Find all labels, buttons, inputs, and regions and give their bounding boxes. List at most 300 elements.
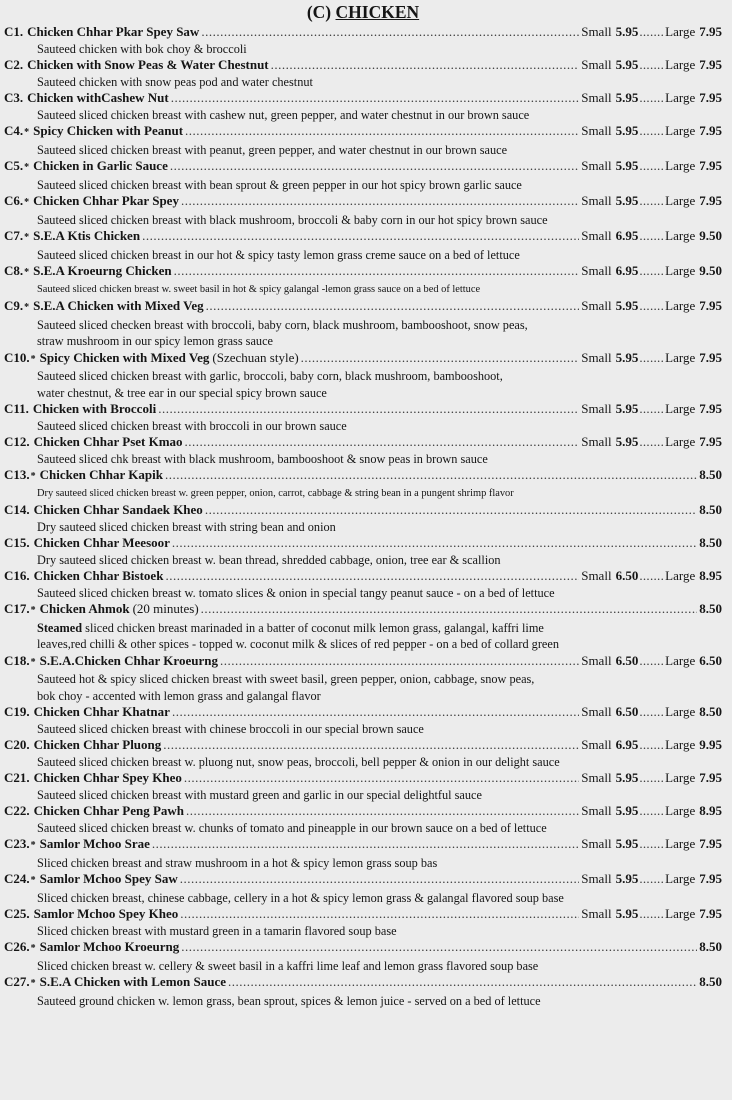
item-name: Chicken Chhar Kapik bbox=[39, 467, 163, 482]
price-dots: ....... bbox=[639, 652, 665, 668]
large-price: 7.95 bbox=[699, 770, 722, 785]
spicy-star-icon: * bbox=[24, 267, 30, 278]
item-name: Samlor Mchoo Srae bbox=[39, 836, 150, 851]
item-header bbox=[4, 568, 722, 585]
price-dots: ....... bbox=[639, 871, 665, 886]
small-label: Small bbox=[581, 349, 612, 365]
price-dots: ....... bbox=[639, 401, 665, 416]
small-price: 5.95 bbox=[615, 193, 639, 208]
item-name: Chicken withCashew Nut bbox=[27, 90, 169, 105]
item-description: Sauteed sliced chicken breast with chinese broccoli in our special brown sauce bbox=[37, 721, 424, 736]
small-price: 5.95 bbox=[615, 298, 639, 313]
price-group bbox=[581, 704, 722, 721]
price-group bbox=[581, 123, 722, 140]
item-code: C22. bbox=[4, 803, 30, 818]
menu-item bbox=[4, 836, 722, 871]
menu-item bbox=[4, 535, 722, 568]
price-group bbox=[581, 871, 722, 888]
dot-leader bbox=[172, 704, 579, 721]
description-lead-word: Steamed bbox=[37, 620, 83, 635]
large-label: Large bbox=[665, 704, 696, 719]
small-price: 5.95 bbox=[615, 123, 639, 138]
item-name: S.E.A Ktis Chicken bbox=[33, 228, 141, 243]
item-name: Samlor Mchoo Spey Kheo bbox=[33, 906, 179, 921]
price-dots: ....... bbox=[639, 24, 665, 39]
spicy-star-icon: * bbox=[30, 471, 36, 482]
price: 8.50 bbox=[699, 939, 722, 954]
small-price: 5.95 bbox=[615, 401, 639, 416]
item-description: Steamed sliced chicken breast marinaded in a batter of coconut milk lemon grass, galangal, kaffri lime bbox=[37, 620, 544, 635]
menu-item bbox=[4, 90, 722, 123]
small-label: Small bbox=[581, 770, 612, 785]
item-code: C16. bbox=[4, 568, 30, 583]
section-name: CHICKEN bbox=[335, 2, 420, 22]
large-price: 7.95 bbox=[699, 871, 722, 886]
item-description: Sauteed sliced chicken breast with garlic, broccoli, baby corn, black mushroom, bambooshoot, bbox=[37, 369, 503, 383]
item-code: C5. bbox=[4, 158, 24, 173]
dot-leader bbox=[205, 502, 697, 519]
spicy-star-icon: * bbox=[24, 162, 30, 173]
dot-leader bbox=[301, 350, 580, 367]
item-code: C13. bbox=[4, 467, 30, 482]
item-description: bok choy - accented with lemon grass and galangal flavor bbox=[37, 688, 321, 703]
item-code: C25. bbox=[4, 906, 30, 921]
dot-leader bbox=[142, 228, 579, 245]
small-label: Small bbox=[581, 193, 612, 208]
large-price: 9.50 bbox=[699, 228, 722, 243]
price-group bbox=[581, 24, 722, 41]
large-label: Large bbox=[665, 652, 696, 668]
item-name: Spicy Chicken with Peanut bbox=[33, 123, 184, 138]
item-name: Chicken Chhar Pkar Spey Saw bbox=[27, 24, 200, 39]
price-group bbox=[699, 535, 722, 552]
price-group bbox=[581, 803, 722, 820]
small-label: Small bbox=[581, 737, 612, 752]
item-note: (20 minutes) bbox=[132, 601, 199, 616]
large-price: 7.95 bbox=[699, 123, 722, 138]
price: 8.50 bbox=[699, 535, 722, 550]
item-name: S.E.A Chicken with Mixed Veg bbox=[33, 298, 204, 313]
price-group bbox=[581, 906, 722, 923]
dot-leader bbox=[181, 939, 697, 956]
item-description: Sauteed sliced chicken breast with black mushroom, broccoli & baby corn in our hot spicy brown sauce bbox=[37, 212, 548, 227]
item-header bbox=[4, 737, 722, 754]
item-name: Chicken with Snow Peas & Water Chestnut bbox=[27, 57, 269, 72]
price-dots: ....... bbox=[639, 228, 665, 243]
price: 8.50 bbox=[699, 974, 722, 989]
price-dots: ....... bbox=[639, 158, 665, 173]
small-price: 6.50 bbox=[615, 652, 639, 668]
price-group bbox=[581, 193, 722, 210]
large-price: 7.95 bbox=[699, 349, 722, 365]
small-label: Small bbox=[581, 90, 612, 105]
item-description: Sauteed sliced chicken breast w. pluong nut, snow peas, broccoli, bell pepper & onion in our delight sauce bbox=[37, 754, 560, 769]
item-code: C2. bbox=[4, 57, 24, 72]
item-description: Sauteed chicken with bok choy & broccoli bbox=[37, 41, 247, 56]
menu-item bbox=[4, 434, 722, 467]
small-label: Small bbox=[581, 906, 612, 921]
section-letter: (C) bbox=[306, 2, 332, 22]
small-price: 6.50 bbox=[615, 568, 639, 583]
small-price: 5.95 bbox=[615, 349, 639, 365]
price-group bbox=[581, 263, 722, 280]
price-dots: ....... bbox=[639, 568, 665, 583]
price-dots: ....... bbox=[639, 803, 665, 818]
large-label: Large bbox=[665, 24, 696, 39]
item-code: C9. bbox=[4, 298, 24, 313]
menu-item bbox=[4, 871, 722, 906]
menu-item bbox=[4, 24, 722, 57]
small-label: Small bbox=[581, 263, 612, 278]
item-name: S.E.A Kroeurng Chicken bbox=[33, 263, 172, 278]
large-label: Large bbox=[665, 349, 696, 365]
item-description: Sauteed sliced chk breast with black mushroom, bambooshoot & snow peas in brown sauce bbox=[37, 451, 488, 466]
price-group bbox=[581, 737, 722, 754]
price-group bbox=[581, 57, 722, 74]
menu-item bbox=[4, 467, 722, 502]
item-description: straw mushroom in our spicy lemon grass sauce bbox=[37, 334, 273, 348]
item-name: Spicy Chicken with Mixed Veg bbox=[39, 349, 210, 365]
item-name: Chicken Chhar Peng Pawh bbox=[33, 803, 185, 818]
item-code: C6. bbox=[4, 193, 24, 208]
item-name: Chicken Chhar Pluong bbox=[33, 737, 162, 752]
item-description: water chestnut, & tree ear in our special spicy brown sauce bbox=[37, 385, 327, 400]
item-code: C14. bbox=[4, 502, 30, 517]
small-price: 5.95 bbox=[615, 24, 639, 39]
large-price: 9.50 bbox=[699, 263, 722, 278]
item-header bbox=[4, 90, 722, 107]
item-description: leaves,red chilli & other spices - topped w. coconut milk & slices of red pepper - on a bed of collard green bbox=[37, 637, 559, 651]
item-description: Sliced chicken breast, chinese cabbage, cellery in a hot & spicy lemon grass & galangal flavored soup base bbox=[37, 890, 564, 905]
dot-leader bbox=[158, 401, 579, 418]
item-code: C20. bbox=[4, 737, 30, 752]
price-group bbox=[699, 467, 722, 484]
item-code: C3. bbox=[4, 90, 24, 105]
dot-leader bbox=[201, 601, 698, 618]
price-dots: ....... bbox=[639, 57, 665, 72]
dot-leader bbox=[152, 836, 579, 853]
price-dots: ....... bbox=[639, 298, 665, 313]
small-label: Small bbox=[581, 228, 612, 243]
dot-leader bbox=[206, 298, 580, 315]
price-dots: ....... bbox=[639, 434, 665, 449]
small-label: Small bbox=[581, 57, 612, 72]
item-description: Sauteed sliced chicken breast with peanut, green pepper, and water chestnut in our brown sauce bbox=[37, 142, 508, 157]
small-label: Small bbox=[581, 871, 612, 886]
price-group bbox=[581, 158, 722, 175]
item-code: C27. bbox=[4, 974, 30, 989]
menu-item bbox=[4, 704, 722, 737]
item-code: C23. bbox=[4, 836, 30, 851]
item-code: C24. bbox=[4, 871, 30, 886]
item-code: C17. bbox=[4, 601, 30, 616]
dot-leader bbox=[174, 263, 580, 280]
large-label: Large bbox=[665, 57, 696, 72]
large-price: 7.95 bbox=[699, 836, 722, 851]
menu-item bbox=[4, 158, 722, 193]
spicy-star-icon: * bbox=[24, 127, 30, 138]
item-description: Dry sauteed sliced chicken breast w. bean thread, shredded cabbage, onion, tree ear & scallion bbox=[37, 552, 501, 567]
item-description: Sauteed sliced chicken breast with bean sprout & green pepper in our hot spicy brown garlic sauce bbox=[37, 177, 522, 192]
menu-item bbox=[4, 123, 722, 158]
small-price: 5.95 bbox=[615, 770, 639, 785]
spicy-star-icon: * bbox=[30, 605, 36, 616]
large-price: 7.95 bbox=[699, 906, 722, 921]
large-price: 7.95 bbox=[699, 158, 722, 173]
item-description: Dry sauteed sliced chicken breast with string bean and onion bbox=[37, 519, 336, 534]
item-name: Chicken Chhar Khatnar bbox=[33, 704, 170, 719]
small-price: 5.95 bbox=[615, 90, 639, 105]
price-group bbox=[581, 228, 722, 245]
spicy-star-icon: * bbox=[24, 232, 30, 243]
small-label: Small bbox=[581, 836, 612, 851]
spicy-star-icon: * bbox=[30, 840, 36, 851]
large-price: 8.95 bbox=[699, 568, 722, 583]
item-description: Sauteed sliced chicken breast with mustard green and garlic in our special delightful sauce bbox=[37, 787, 482, 802]
item-code: C7. bbox=[4, 228, 24, 243]
item-header bbox=[4, 704, 722, 721]
price-dots: ....... bbox=[639, 770, 665, 785]
menu-item bbox=[4, 770, 722, 803]
price-group bbox=[581, 836, 722, 853]
item-description: Sauteed sliced checken breast with broccoli, baby corn, black mushroom, bambooshoot, snow peas, bbox=[37, 317, 528, 332]
item-header bbox=[4, 158, 722, 177]
dot-leader bbox=[186, 803, 579, 820]
menu-item bbox=[4, 737, 722, 770]
price-dots: ....... bbox=[639, 704, 665, 719]
price-group bbox=[699, 601, 722, 618]
large-price: 9.95 bbox=[699, 737, 722, 752]
item-description: Sauteed sliced chicken breast w. chunks of tomato and pineapple in our brown sauce on a bed of lettuce bbox=[37, 820, 547, 835]
price-group bbox=[699, 502, 722, 519]
menu-item-list bbox=[4, 24, 722, 1009]
price-group bbox=[581, 401, 722, 418]
small-price: 6.50 bbox=[615, 704, 639, 719]
item-name: S.E.A.Chicken Chhar Kroeurng bbox=[39, 652, 218, 668]
spicy-star-icon: * bbox=[30, 875, 36, 886]
item-code: C19. bbox=[4, 704, 30, 719]
large-price: 7.95 bbox=[699, 90, 722, 105]
dot-leader bbox=[185, 434, 580, 451]
dot-leader bbox=[228, 974, 697, 991]
large-price: 8.95 bbox=[699, 803, 722, 818]
small-price: 5.95 bbox=[615, 803, 639, 818]
large-price: 7.95 bbox=[699, 193, 722, 208]
item-code: C21. bbox=[4, 770, 30, 785]
item-description: Sliced chicken breast and straw mushroom in a hot & spicy lemon grass soup bas bbox=[37, 855, 438, 870]
large-label: Large bbox=[665, 568, 696, 583]
item-name: Chicken Chhar Spey Kheo bbox=[33, 770, 182, 785]
dot-leader bbox=[165, 568, 579, 585]
small-price: 5.95 bbox=[615, 836, 639, 851]
dot-leader bbox=[181, 193, 579, 210]
item-code: C12. bbox=[4, 434, 30, 449]
menu-item bbox=[4, 502, 722, 535]
item-header bbox=[4, 57, 722, 74]
small-price: 5.95 bbox=[615, 906, 639, 921]
item-code: C4. bbox=[4, 123, 24, 138]
small-label: Small bbox=[581, 298, 612, 313]
dot-leader bbox=[163, 737, 579, 754]
item-name: Samlor Mchoo Kroeurng bbox=[39, 939, 180, 954]
price-dots: ....... bbox=[639, 193, 665, 208]
price-dots: ....... bbox=[639, 90, 665, 105]
price-group bbox=[581, 90, 722, 107]
spicy-star-icon: * bbox=[30, 656, 36, 668]
large-label: Large bbox=[665, 434, 696, 449]
item-header bbox=[4, 770, 722, 787]
dot-leader bbox=[184, 770, 579, 787]
item-name: Chicken Chhar Meesoor bbox=[33, 535, 170, 550]
item-description: Sauteed chicken with snow peas pod and water chestnut bbox=[37, 74, 313, 89]
item-description: Sliced chicken breast with mustard green in a tamarin flavored soup base bbox=[37, 923, 397, 938]
menu-item bbox=[4, 401, 722, 434]
large-label: Large bbox=[665, 193, 696, 208]
menu-item bbox=[4, 568, 722, 601]
price: 8.50 bbox=[699, 601, 722, 616]
item-description: Sauteed sliced chicken breast in our hot & spicy tasty lemon grass creme sauce on a bed of lettuce bbox=[37, 247, 520, 262]
item-description: Sauteed sliced chicken breast with cashew nut, green pepper, and water chestnut in our brown sauce bbox=[37, 107, 530, 122]
item-header bbox=[4, 653, 722, 672]
small-price: 5.95 bbox=[615, 158, 639, 173]
small-label: Small bbox=[581, 803, 612, 818]
large-label: Large bbox=[665, 871, 696, 886]
spicy-star-icon: * bbox=[24, 302, 30, 313]
spicy-star-icon: * bbox=[30, 978, 36, 989]
price-dots: ....... bbox=[639, 836, 665, 851]
dot-leader bbox=[170, 158, 579, 175]
large-price: 7.95 bbox=[699, 298, 722, 313]
item-name: Chicken in Garlic Sauce bbox=[33, 158, 168, 173]
dot-leader bbox=[201, 24, 579, 41]
large-label: Large bbox=[665, 228, 696, 243]
section-title bbox=[4, 1, 722, 23]
price: 8.50 bbox=[699, 502, 722, 517]
item-description: Sauteed ground chicken w. lemon grass, bean sprout, spices & lemon juice - served on a bed of lettuce bbox=[37, 993, 541, 1008]
item-name: Chicken Ahmok bbox=[39, 601, 130, 616]
small-label: Small bbox=[581, 24, 612, 39]
large-label: Large bbox=[665, 90, 696, 105]
item-header bbox=[4, 228, 722, 247]
item-code: C18. bbox=[4, 652, 30, 668]
small-label: Small bbox=[581, 401, 612, 416]
large-price: 7.95 bbox=[699, 57, 722, 72]
small-price: 5.95 bbox=[615, 57, 639, 72]
menu-item bbox=[4, 350, 722, 402]
item-header bbox=[4, 401, 722, 418]
dot-leader bbox=[172, 535, 697, 552]
small-price: 5.95 bbox=[615, 434, 639, 449]
price-dots: ....... bbox=[639, 263, 665, 278]
price-group bbox=[581, 568, 722, 585]
item-header bbox=[4, 24, 722, 41]
item-code: C8. bbox=[4, 263, 24, 278]
item-description: Sauteed hot & spicy sliced chicken breast with sweet basil, green pepper, onion, cabbage, snow peas, bbox=[37, 672, 535, 686]
small-label: Small bbox=[581, 434, 612, 449]
item-header bbox=[4, 350, 722, 369]
item-code: C11. bbox=[4, 401, 29, 416]
item-name: Chicken with Broccoli bbox=[32, 401, 157, 416]
menu-item bbox=[4, 601, 722, 653]
menu-item bbox=[4, 193, 722, 228]
item-header bbox=[4, 906, 722, 923]
menu-item bbox=[4, 263, 722, 298]
menu-item bbox=[4, 57, 722, 90]
item-code: C15. bbox=[4, 535, 30, 550]
dot-leader bbox=[180, 871, 580, 888]
spicy-star-icon: * bbox=[24, 197, 30, 208]
item-description: Sauteed sliced chicken breast with broccoli in our brown sauce bbox=[37, 418, 347, 433]
large-label: Large bbox=[665, 737, 696, 752]
item-name: Chicken Chhar Pset Kmao bbox=[33, 434, 183, 449]
spicy-star-icon: * bbox=[30, 943, 36, 954]
item-note: (Szechuan style) bbox=[212, 349, 299, 365]
menu-item bbox=[4, 906, 722, 939]
spicy-star-icon: * bbox=[30, 353, 36, 365]
price-group bbox=[581, 298, 722, 315]
item-name: Chicken Chhar Bistoek bbox=[33, 568, 164, 583]
item-header bbox=[4, 434, 722, 451]
small-label: Small bbox=[581, 704, 612, 719]
price-group bbox=[699, 974, 722, 991]
dot-leader bbox=[165, 467, 697, 484]
item-name: Samlor Mchoo Spey Saw bbox=[39, 871, 178, 886]
large-price: 6.50 bbox=[699, 652, 722, 668]
item-header bbox=[4, 123, 722, 142]
dot-leader bbox=[171, 90, 580, 107]
price: 8.50 bbox=[699, 467, 722, 482]
large-label: Large bbox=[665, 158, 696, 173]
item-code: C26. bbox=[4, 939, 30, 954]
item-header bbox=[4, 803, 722, 820]
large-price: 7.95 bbox=[699, 434, 722, 449]
menu-item bbox=[4, 974, 722, 1009]
item-header bbox=[4, 193, 722, 212]
item-header bbox=[4, 601, 722, 620]
menu-item bbox=[4, 939, 722, 974]
dot-leader bbox=[220, 653, 579, 670]
item-name: S.E.A Chicken with Lemon Sauce bbox=[39, 974, 227, 989]
item-header bbox=[4, 871, 722, 890]
item-header bbox=[4, 974, 722, 993]
small-label: Small bbox=[581, 568, 612, 583]
item-description: Sauteed sliced chicken breast w. sweet basil in hot & spicy galangal -lemon grass sauce on a bed of lettuce bbox=[37, 283, 481, 295]
item-description: Sliced chicken breast w. cellery & sweet basil in a kaffri lime leaf and lemon grass flavored soup base bbox=[37, 958, 539, 973]
large-label: Large bbox=[665, 836, 696, 851]
dot-leader bbox=[271, 57, 580, 74]
small-label: Small bbox=[581, 158, 612, 173]
price-group bbox=[699, 939, 722, 956]
large-label: Large bbox=[665, 803, 696, 818]
item-description: Sauteed sliced chicken breast w. tomato slices & onion in special tangy peanut sauce - on a bed of lettuce bbox=[37, 585, 555, 600]
menu-item bbox=[4, 228, 722, 263]
large-price: 7.95 bbox=[699, 24, 722, 39]
price-dots: ....... bbox=[639, 737, 665, 752]
large-label: Large bbox=[665, 298, 696, 313]
small-label: Small bbox=[581, 652, 612, 668]
menu-item bbox=[4, 298, 722, 350]
price-group bbox=[581, 770, 722, 787]
item-code: C1. bbox=[4, 24, 24, 39]
large-label: Large bbox=[665, 123, 696, 138]
item-name: Chicken Chhar Sandaek Kheo bbox=[33, 502, 203, 517]
small-price: 6.95 bbox=[615, 737, 639, 752]
item-header bbox=[4, 939, 722, 958]
price-dots: ....... bbox=[639, 906, 665, 921]
price-dots: ....... bbox=[639, 123, 665, 138]
item-header bbox=[4, 467, 722, 486]
item-header bbox=[4, 535, 722, 552]
